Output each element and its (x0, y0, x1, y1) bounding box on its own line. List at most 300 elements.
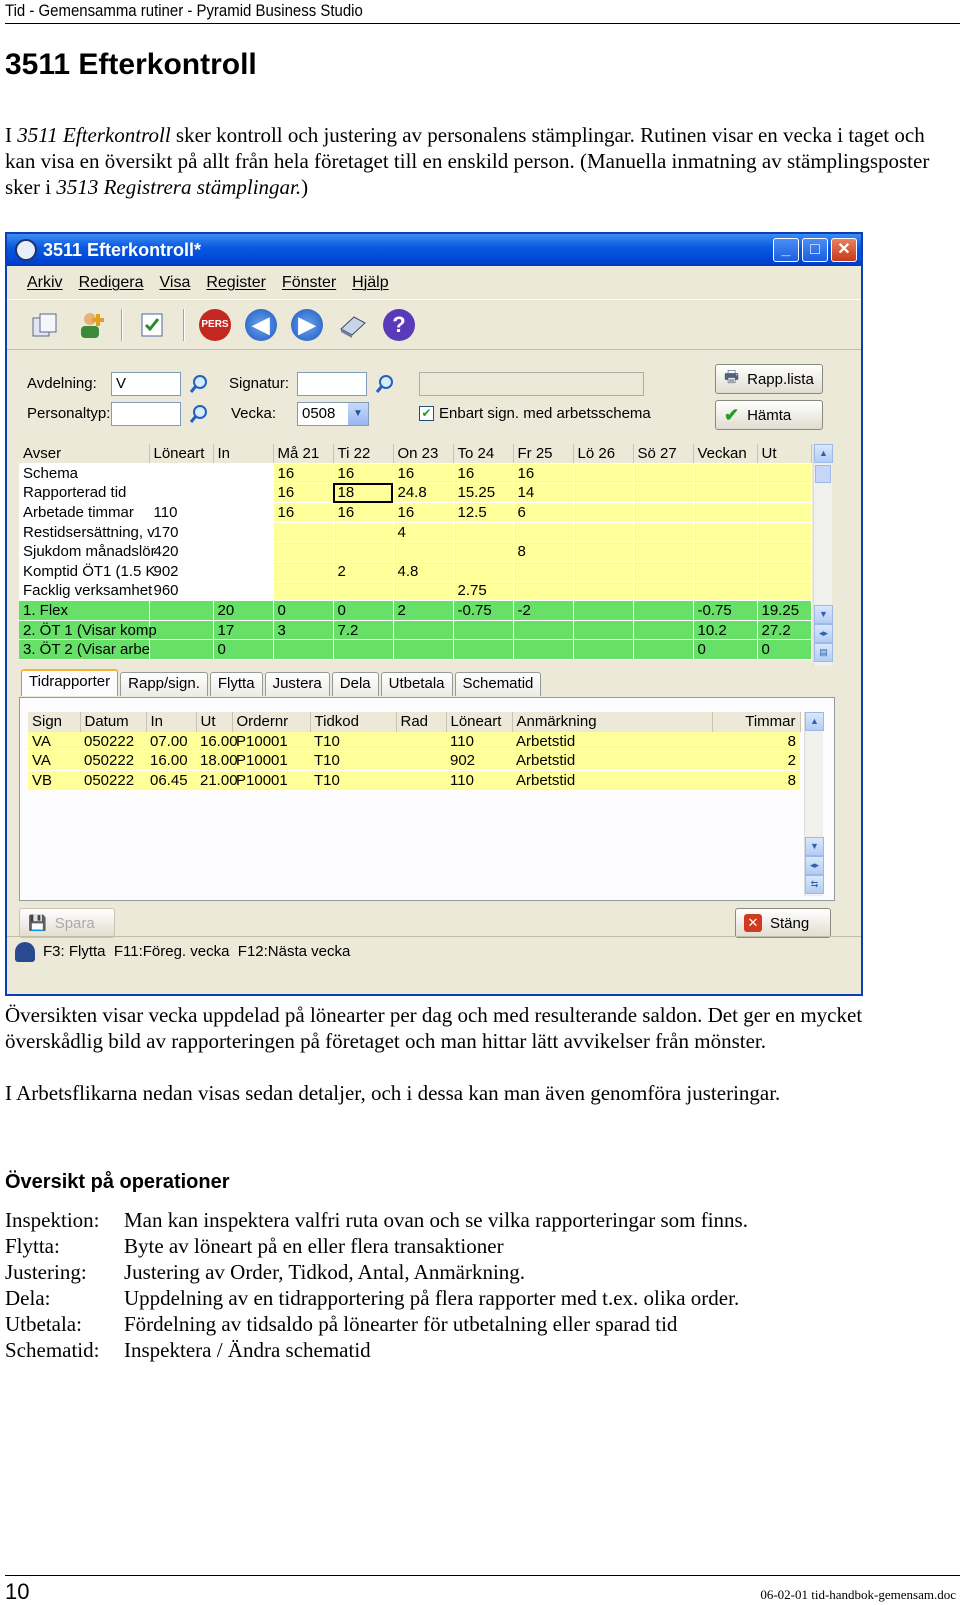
overview-cell[interactable] (393, 640, 453, 660)
lock-icon (15, 942, 35, 962)
operation-text: Inspektera / Ändra schematid (124, 1338, 371, 1362)
overview-cell[interactable]: 6 (513, 503, 573, 523)
enbart-sign-checkbox[interactable]: ✔ (419, 406, 434, 421)
overview-row (19, 464, 811, 484)
intro-text-3: ) (301, 175, 309, 199)
overview-cell[interactable] (573, 483, 633, 503)
detail-cell[interactable]: P10001 (232, 751, 310, 771)
detail-cell[interactable] (396, 751, 446, 771)
overview-cell[interactable] (333, 522, 393, 542)
detail-cell[interactable]: 06.45 (146, 771, 196, 791)
menu-hjalp[interactable]: Hjälp (352, 273, 389, 291)
overview-cell[interactable] (693, 464, 757, 484)
overview-cell[interactable] (273, 581, 333, 601)
overview-cell[interactable] (757, 542, 811, 562)
overview-cell[interactable]: Rapporterad tid (19, 483, 149, 503)
overview-cell[interactable] (573, 542, 633, 562)
overview-cell[interactable] (149, 601, 213, 621)
intro-italic-2: 3513 Registrera stämplingar. (56, 175, 302, 199)
overview-cell[interactable]: 18 (333, 483, 393, 503)
overview-cell[interactable]: 2 (333, 562, 393, 582)
overview-cell[interactable]: 0 (333, 601, 393, 621)
detail-cell[interactable]: T10 (310, 751, 396, 771)
overview-column-header[interactable]: Fr 25 (513, 444, 573, 464)
menu-arkiv[interactable]: Arkiv (27, 273, 63, 291)
tidrapporter-panel (19, 697, 835, 901)
detail-cell[interactable]: T10 (310, 732, 396, 752)
personaltyp-label: Personaltyp: (27, 405, 111, 422)
detail-cell[interactable] (396, 732, 446, 752)
overview-cell[interactable]: 16 (453, 464, 513, 484)
overview-cell[interactable]: 2 (393, 601, 453, 621)
menu-fonster[interactable]: Fönster (281, 273, 337, 291)
overview-cell[interactable] (573, 503, 633, 523)
detail-column-header[interactable]: Tidkod (310, 712, 396, 732)
overview-cell[interactable]: 16 (273, 503, 333, 523)
spara-label: Spara (54, 914, 95, 932)
overview-cell[interactable]: Schema (19, 464, 149, 484)
detail-cell[interactable] (396, 771, 446, 791)
operations-heading: Översikt på operationer (5, 1171, 230, 1193)
tab-schematid[interactable]: Schematid (455, 672, 542, 696)
scroll-up-icon[interactable]: ▲ (814, 444, 833, 463)
overview-cell[interactable] (273, 640, 333, 660)
overview-cell[interactable] (573, 601, 633, 621)
operation-label: Inspektion: (5, 1208, 100, 1232)
detail-cell[interactable]: 902 (446, 751, 512, 771)
overview-cell[interactable] (757, 464, 811, 484)
intro-paragraph (5, 122, 955, 200)
overview-cell[interactable] (757, 581, 811, 601)
overview-cell[interactable]: 16 (393, 503, 453, 523)
detail-cell[interactable]: 16.00 (146, 751, 196, 771)
overview-cell[interactable] (633, 581, 693, 601)
scroll-left-right-icon[interactable]: ◂▸ (805, 856, 824, 875)
operation-text: Justering av Order, Tidkod, Antal, Anmärkning. (124, 1260, 526, 1284)
detail-column-header[interactable]: Datum (80, 712, 146, 732)
operation-label: Schematid: (5, 1338, 100, 1362)
detail-cell[interactable]: 16.00 (196, 732, 232, 752)
overview-cell[interactable] (513, 581, 573, 601)
overview-cell[interactable]: 16 (333, 464, 393, 484)
overview-cell[interactable]: -2 (513, 601, 573, 621)
operation-item (5, 1259, 748, 1285)
forward-arrow-icon[interactable]: ▶ (291, 309, 323, 341)
overview-cell[interactable]: 20 (213, 601, 273, 621)
detail-row[interactable] (28, 751, 800, 771)
hamta-button[interactable] (715, 400, 823, 430)
overview-scrollbar[interactable] (813, 444, 832, 666)
edit-checklist-icon[interactable] (137, 309, 169, 341)
overview-column-header[interactable]: In (213, 444, 273, 464)
overview-cell[interactable] (573, 562, 633, 582)
rapp-lista-button[interactable] (715, 364, 823, 394)
avdelning-label: Avdelning: (27, 375, 97, 392)
operations-list (5, 1207, 748, 1363)
overview-cell[interactable]: 902 (149, 562, 213, 582)
overview-cell[interactable] (513, 620, 573, 640)
detail-cell[interactable]: VA (28, 732, 80, 752)
overview-cell[interactable]: 2. ÖT 1 (Visar komp (19, 620, 149, 640)
overview-cell[interactable] (149, 620, 213, 640)
documents-icon[interactable] (29, 309, 61, 341)
detail-cell[interactable]: 050222 (80, 751, 146, 771)
operation-item (5, 1233, 748, 1259)
overview-cell[interactable]: 110 (149, 503, 213, 523)
app-window (5, 232, 863, 996)
overview-column-header[interactable]: Ut (757, 444, 811, 464)
enbart-sign-label: Enbart sign. med arbetsschema (439, 405, 651, 422)
overview-column-header[interactable]: On 23 (393, 444, 453, 464)
overview-cell[interactable] (213, 581, 273, 601)
printer-icon: 🖶 (724, 368, 740, 386)
overview-cell[interactable] (693, 522, 757, 542)
operation-label: Dela: (5, 1286, 51, 1310)
page-number: 10 (5, 1579, 30, 1604)
overview-cell[interactable]: 3. ÖT 2 (Visar arbe (19, 640, 149, 660)
overview-cell[interactable] (693, 483, 757, 503)
overview-column-header[interactable]: Löneart (149, 444, 213, 464)
overview-cell[interactable] (693, 542, 757, 562)
overview-row (19, 503, 811, 523)
tab-dela[interactable]: Dela (332, 672, 379, 696)
overview-row (19, 640, 811, 660)
overview-cell[interactable]: Sjukdom månadslör (19, 542, 149, 562)
tab-rapp-sign[interactable]: Rapp/sign. (120, 672, 208, 696)
overview-cell[interactable] (149, 483, 213, 503)
filter-form (19, 356, 849, 436)
overview-cell[interactable]: 16 (273, 464, 333, 484)
tab-tidrapporter[interactable]: Tidrapporter (21, 669, 118, 696)
overview-cell[interactable] (213, 503, 273, 523)
detail-cell[interactable]: 8 (712, 771, 800, 791)
overview-cell[interactable] (633, 601, 693, 621)
operation-label: Utbetala: (5, 1312, 82, 1336)
overview-cell[interactable] (573, 620, 633, 640)
overview-cell[interactable]: 0 (273, 601, 333, 621)
operation-text: Fördelning av tidsaldo på lönearter för utbetalning eller sparad tid (124, 1312, 678, 1336)
overview-cell[interactable] (213, 542, 273, 562)
help-icon[interactable]: ? (383, 309, 415, 341)
overview-cell[interactable] (693, 562, 757, 582)
detail-row[interactable] (28, 732, 800, 752)
overview-cell[interactable] (273, 562, 333, 582)
detail-column-header[interactable]: Anmärkning (512, 712, 712, 732)
detail-cell[interactable]: 110 (446, 771, 512, 791)
detail-cell[interactable]: Arbetstid (512, 771, 712, 791)
overview-cell[interactable]: 420 (149, 542, 213, 562)
signatur-name-field (419, 372, 644, 396)
overview-cell[interactable] (633, 620, 693, 640)
overview-cell[interactable]: Komptid ÖT1 (1.5 K (19, 562, 149, 582)
overview-cell[interactable] (573, 640, 633, 660)
detail-column-header[interactable]: Sign (28, 712, 80, 732)
scroll-down-icon[interactable]: ▼ (814, 605, 833, 624)
overview-cell[interactable]: 12.5 (453, 503, 513, 523)
menu-redigera[interactable]: Redigera (78, 273, 144, 291)
overview-cell[interactable]: 24.8 (393, 483, 453, 503)
scroll-left-right-icon[interactable]: ◂▸ (814, 624, 833, 643)
overview-column-header[interactable]: Veckan (693, 444, 757, 464)
detail-column-header[interactable]: Ut (196, 712, 232, 732)
overview-cell[interactable]: 16 (273, 483, 333, 503)
search-icon[interactable] (189, 374, 209, 394)
document-header-title: Tid - Gemensamma rutiner - Pyramid Business Studio (5, 1, 363, 20)
overview-cell[interactable] (213, 522, 273, 542)
hamta-label: Hämta (747, 406, 792, 424)
signatur-input[interactable] (297, 372, 367, 396)
status-bar (7, 936, 861, 966)
intro-text-2: sker kontroll och justering av personalens stämplingar. Rutinen visar en vecka i taget och kan visa en översikt på allt från hela företaget till en enskild person. (Manuella inmatning av stämplingsposter sker i (5, 123, 930, 199)
overview-cell[interactable]: Restidsersättning, v (19, 522, 149, 542)
overview-cell[interactable] (693, 581, 757, 601)
overview-cell[interactable] (633, 503, 693, 523)
close-button[interactable]: ✕ (831, 238, 857, 262)
overview-column-header[interactable]: Lö 26 (573, 444, 633, 464)
chevron-down-icon[interactable]: ▼ (348, 403, 368, 425)
detail-column-header[interactable]: Rad (396, 712, 446, 732)
spara-button[interactable] (19, 908, 115, 938)
overview-cell[interactable]: 16 (393, 464, 453, 484)
scroll-corner-icon[interactable]: ⇆ (805, 875, 824, 894)
book-icon[interactable] (337, 309, 369, 341)
detail-cell[interactable]: 050222 (80, 732, 146, 752)
tab-utbetala[interactable]: Utbetala (381, 672, 453, 696)
detail-cell[interactable]: Arbetstid (512, 732, 712, 752)
avdelning-input[interactable]: V (111, 372, 181, 396)
overview-cell[interactable] (633, 640, 693, 660)
intro-italic-1: 3511 Efterkontroll (17, 123, 171, 147)
paragraph-overview: Översikten visar vecka uppdelad på lönearter per dag och med resulterande saldon. Det ger en mycket överskådlig bild av rapporteringen på företaget och man hittar lätt avvikelser från mönster. (5, 1003, 863, 1053)
operation-text: Man kan inspektera valfri ruta ovan och se vilka rapporteringar som finns. (124, 1208, 748, 1232)
back-arrow-icon[interactable]: ◀ (245, 309, 277, 341)
maximize-button[interactable]: □ (802, 238, 828, 262)
overview-cell[interactable]: 16 (513, 464, 573, 484)
overview-column-header[interactable]: Ti 22 (333, 444, 393, 464)
overview-cell[interactable]: 8 (513, 542, 573, 562)
menu-visa[interactable]: Visa (159, 273, 191, 291)
overview-cell[interactable] (393, 542, 453, 562)
operation-item (5, 1285, 748, 1311)
overview-cell[interactable] (757, 483, 811, 503)
overview-row (19, 601, 811, 621)
toolbar-separator (183, 309, 185, 341)
overview-row (19, 581, 811, 601)
overview-cell[interactable] (633, 562, 693, 582)
tab-flytta[interactable]: Flytta (210, 672, 263, 696)
toolbar (7, 300, 861, 350)
document-header (5, 0, 960, 24)
detail-table (28, 712, 801, 791)
overview-cell[interactable]: 27.2 (757, 620, 811, 640)
detail-cell[interactable]: T10 (310, 771, 396, 791)
detail-header-row (28, 712, 800, 732)
overview-cell[interactable] (573, 581, 633, 601)
search-icon[interactable] (375, 374, 395, 394)
detail-cell[interactable]: VB (28, 771, 80, 791)
overview-cell[interactable] (453, 562, 513, 582)
overview-cell[interactable] (149, 640, 213, 660)
window-titlebar (7, 234, 861, 266)
stang-label: Stäng (770, 914, 810, 932)
overview-column-header[interactable]: Sö 27 (633, 444, 693, 464)
overview-cell[interactable] (333, 640, 393, 660)
operation-item (5, 1311, 748, 1337)
detail-cell[interactable]: 07.00 (146, 732, 196, 752)
vecka-select[interactable] (297, 402, 369, 426)
overview-cell[interactable] (273, 542, 333, 562)
detail-cell[interactable]: 050222 (80, 771, 146, 791)
intro-text-1: I (5, 123, 18, 147)
overview-cell[interactable] (513, 640, 573, 660)
overview-cell[interactable] (333, 581, 393, 601)
vecka-value: 0508 (302, 405, 336, 422)
detail-cell[interactable]: VA (28, 751, 80, 771)
overview-cell[interactable]: 170 (149, 522, 213, 542)
overview-cell[interactable]: Facklig verksamhet (19, 581, 149, 601)
overview-cell[interactable] (633, 483, 693, 503)
scroll-down-icon[interactable]: ▼ (805, 837, 824, 856)
overview-cell[interactable]: 2.75 (453, 581, 513, 601)
rapp-lista-label: Rapp.lista (747, 370, 814, 388)
overview-cell[interactable]: 0 (757, 640, 811, 660)
close-x-icon: ✕ (744, 914, 762, 932)
scroll-thumb[interactable] (815, 465, 831, 483)
overview-cell[interactable] (513, 522, 573, 542)
overview-cell[interactable]: Arbetade timmar (19, 503, 149, 523)
overview-cell[interactable] (513, 562, 573, 582)
overview-cell[interactable] (633, 464, 693, 484)
detail-cell[interactable]: Arbetstid (512, 751, 712, 771)
detail-cell[interactable]: 110 (446, 732, 512, 752)
personaltyp-input[interactable] (111, 402, 181, 426)
overview-cell[interactable] (453, 640, 513, 660)
detail-cell[interactable]: 2 (712, 751, 800, 771)
overview-cell[interactable] (633, 522, 693, 542)
operation-item (5, 1207, 748, 1233)
overview-cell[interactable]: 3 (273, 620, 333, 640)
overview-cell[interactable] (453, 542, 513, 562)
overview-column-header[interactable]: Må 21 (273, 444, 333, 464)
operation-text: Byte av löneart på en eller flera transaktioner (124, 1234, 504, 1258)
overview-cell[interactable] (757, 503, 811, 523)
overview-cell[interactable]: 15.25 (453, 483, 513, 503)
detail-column-header[interactable]: Ordernr (232, 712, 310, 732)
overview-cell[interactable]: 17 (213, 620, 273, 640)
overview-row (19, 522, 811, 542)
window-controls (773, 238, 857, 262)
page-title: 3511 Efterkontroll (5, 48, 257, 81)
detail-column-header[interactable]: Löneart (446, 712, 512, 732)
detail-column-header[interactable]: Timmar (712, 712, 800, 732)
overview-column-header[interactable]: To 24 (453, 444, 513, 464)
overview-cell[interactable] (213, 483, 273, 503)
overview-cell[interactable] (633, 542, 693, 562)
overview-cell[interactable]: -0.75 (693, 601, 757, 621)
operation-label: Justering: (5, 1260, 87, 1284)
add-person-icon[interactable] (75, 309, 107, 341)
overview-cell[interactable] (453, 522, 513, 542)
footer-filename: 06-02-01 tid-handbok-gemensam.doc (760, 1587, 956, 1602)
overview-cell[interactable] (273, 522, 333, 542)
overview-table (19, 444, 812, 660)
detail-row[interactable] (28, 771, 800, 791)
overview-row (19, 542, 811, 562)
overview-cell[interactable]: 19.25 (757, 601, 811, 621)
overview-cell[interactable]: 10.2 (693, 620, 757, 640)
overview-cell[interactable]: 1. Flex (19, 601, 149, 621)
overview-cell[interactable]: 16 (333, 503, 393, 523)
overview-cell[interactable]: 0 (213, 640, 273, 660)
overview-row (19, 562, 811, 582)
overview-cell[interactable]: -0.75 (453, 601, 513, 621)
detail-cell[interactable]: P10001 (232, 732, 310, 752)
operation-item (5, 1337, 748, 1363)
overview-cell[interactable] (149, 464, 213, 484)
overview-cell[interactable]: 4.8 (393, 562, 453, 582)
overview-cell[interactable]: 14 (513, 483, 573, 503)
tab-justera[interactable]: Justera (265, 672, 330, 696)
paragraph-tabs: I Arbetsflikarna nedan visas sedan detaljer, och i dessa kan man även genomföra justeringar. (5, 1081, 781, 1105)
overview-row (19, 620, 811, 640)
overview-header-row (19, 444, 811, 464)
overview-cell[interactable] (393, 620, 453, 640)
search-icon[interactable] (189, 404, 209, 424)
tab-bar (21, 672, 541, 696)
overview-cell[interactable] (573, 522, 633, 542)
menu-register[interactable]: Register (206, 273, 266, 291)
checkmark-icon: ✔ (724, 404, 740, 425)
overview-cell[interactable] (573, 464, 633, 484)
overview-cell[interactable] (333, 542, 393, 562)
vecka-label: Vecka: (231, 405, 277, 422)
detail-cell[interactable]: 21.00 (196, 771, 232, 791)
overview-cell[interactable]: 4 (393, 522, 453, 542)
detail-cell[interactable]: 18.00 (196, 751, 232, 771)
detail-column-header[interactable]: In (146, 712, 196, 732)
pers-icon[interactable]: PERS (199, 309, 231, 341)
toolbar-separator (121, 309, 123, 341)
overview-cell[interactable] (213, 562, 273, 582)
operation-label: Flytta: (5, 1234, 60, 1258)
window-title: 3511 Efterkontroll* (43, 239, 202, 260)
overview-column-header[interactable]: Avser (19, 444, 149, 464)
scroll-up-icon[interactable]: ▲ (805, 712, 824, 731)
signatur-label: Signatur: (229, 375, 290, 392)
overview-cell[interactable] (693, 503, 757, 523)
stang-button[interactable] (735, 908, 831, 938)
overview-cell[interactable] (213, 464, 273, 484)
menu-bar (7, 266, 861, 300)
overview-cell[interactable] (393, 581, 453, 601)
status-text: F3: Flytta F11:Föreg. vecka F12:Nästa vecka (43, 943, 351, 960)
detail-cell[interactable]: 8 (712, 732, 800, 752)
operation-text: Uppdelning av en tidrapportering på flera rapporter med t.ex. olika order. (124, 1286, 740, 1310)
detail-cell[interactable]: P10001 (232, 771, 310, 791)
minimize-button[interactable]: _ (773, 238, 799, 262)
save-disk-icon: 💾 (28, 915, 47, 932)
overview-cell[interactable]: 0 (693, 640, 757, 660)
overview-row (19, 483, 811, 503)
overview-cell[interactable] (757, 522, 811, 542)
overview-cell[interactable] (757, 562, 811, 582)
scroll-corner-icon[interactable]: ▤ (814, 643, 833, 662)
app-logo-icon (15, 239, 37, 261)
detail-scrollbar[interactable] (804, 712, 823, 896)
overview-cell[interactable]: 960 (149, 581, 213, 601)
overview-cell[interactable]: 7.2 (333, 620, 393, 640)
overview-cell[interactable] (453, 620, 513, 640)
